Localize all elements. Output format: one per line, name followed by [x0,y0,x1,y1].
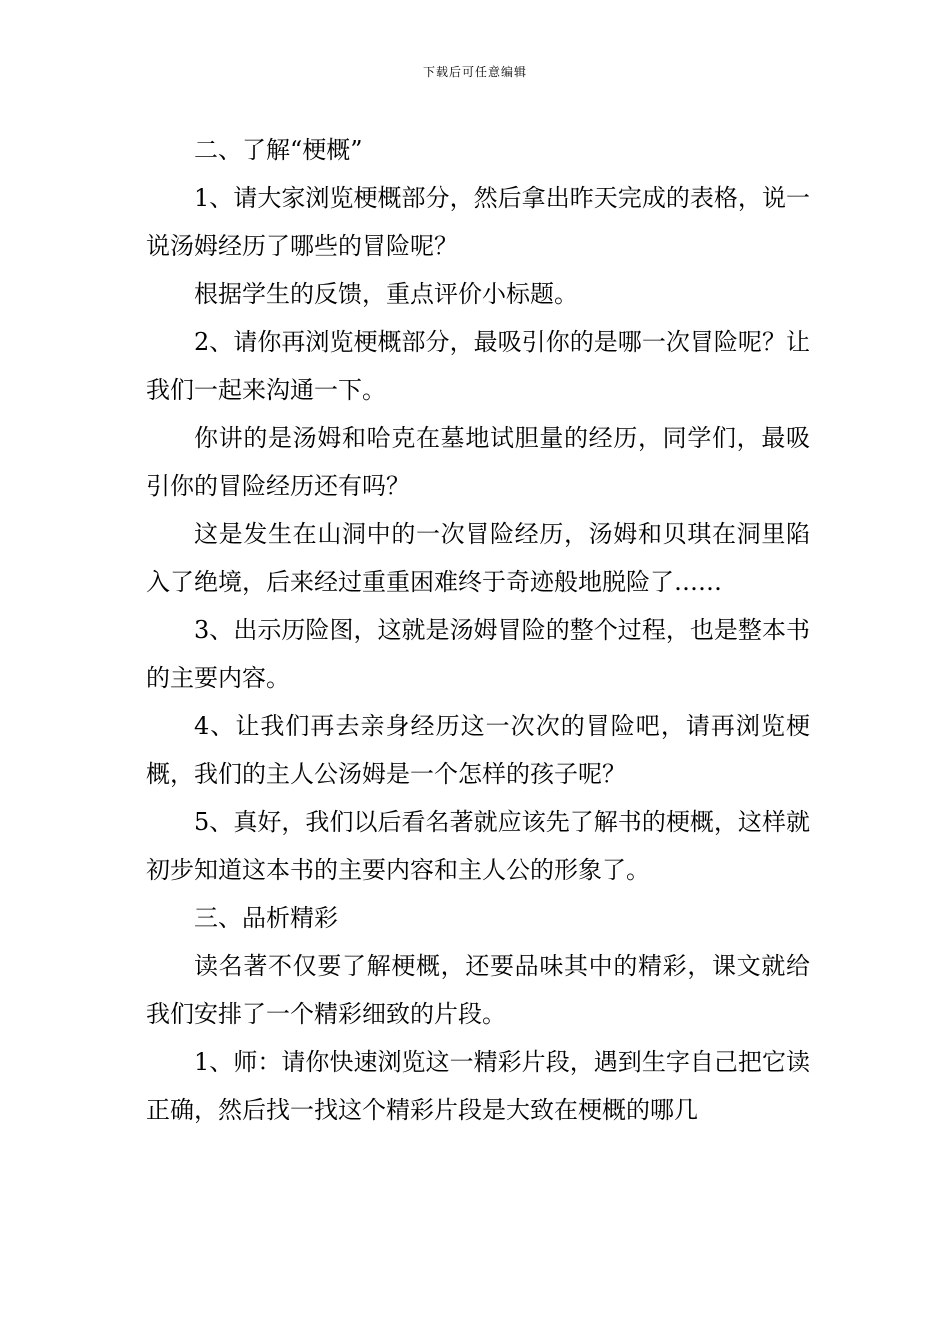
paragraph: 1、请大家浏览梗概部分，然后拿出昨天完成的表格，说一说汤姆经历了哪些的冒险呢？ [146,184,810,260]
section-heading-analyze-highlights: 三、品析精彩 [194,904,338,932]
paragraph: 1、师：请你快速浏览这一精彩片段，遇到生字自己把它读正确，然后找一找这个精彩片段是大致在梗概的哪几 [146,1048,810,1124]
section-heading-understand-outline: 二、了解“梗概” [194,136,363,164]
paragraph: 你讲的是汤姆和哈克在墓地试胆量的经历，同学们，最吸引你的冒险经历还有吗？ [146,424,810,500]
page-header: 下载后可任意编辑 [422,65,527,79]
paragraph: 这是发生在山洞中的一次冒险经历，汤姆和贝琪在洞里陷入了绝境，后来经过重重困难终于奇迹般地脱险了…… [146,520,810,596]
paragraph: 4、让我们再去亲身经历这一次次的冒险吧，请再浏览梗概，我们的主人公汤姆是一个怎样的孩子呢？ [146,712,810,788]
paragraph: 3、出示历险图，这就是汤姆冒险的整个过程，也是整本书的主要内容。 [146,616,810,692]
paragraph: 2、请你再浏览梗概部分，最吸引你的是哪一次冒险呢？让我们一起来沟通一下。 [146,328,810,404]
paragraph: 读名著不仅要了解梗概，还要品味其中的精彩，课文就给我们安排了一个精彩细致的片段。 [146,952,810,1028]
document-body [146,126,810,1134]
paragraph: 根据学生的反馈，重点评价小标题。 [194,280,578,308]
paragraph: 5、真好，我们以后看名著就应该先了解书的梗概，这样就初步知道这本书的主要内容和主人公的形象了。 [146,808,810,884]
